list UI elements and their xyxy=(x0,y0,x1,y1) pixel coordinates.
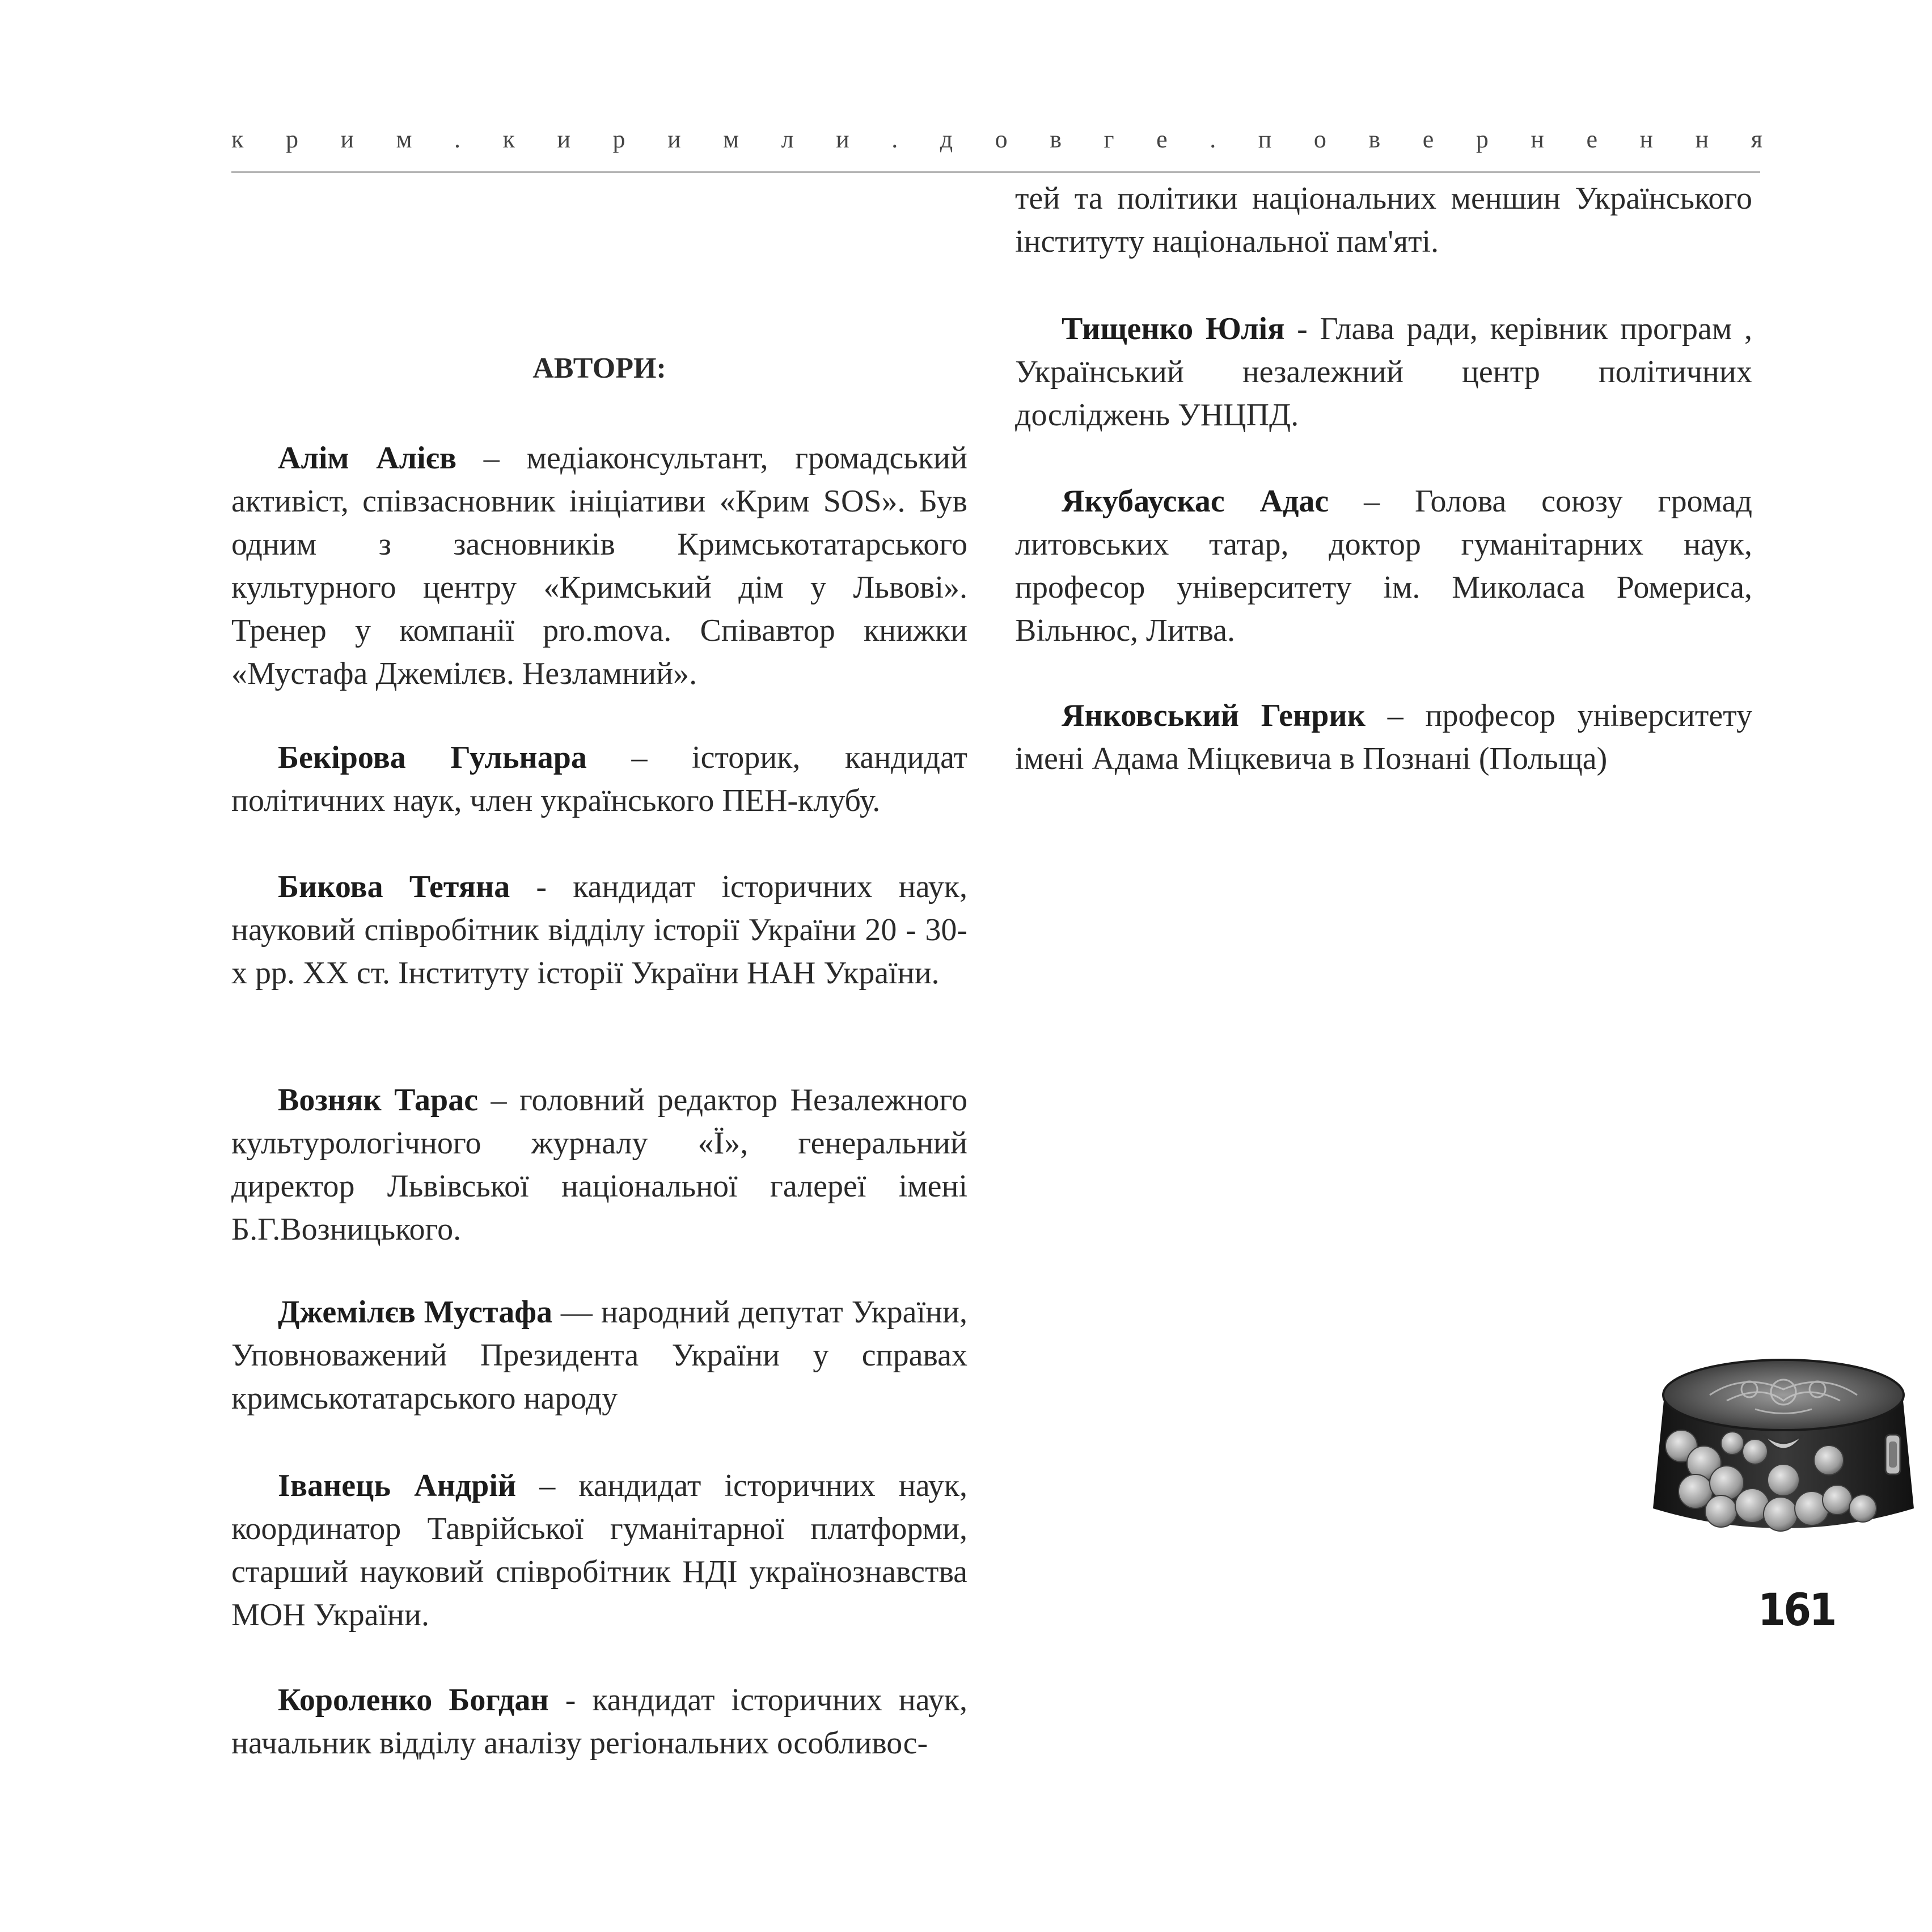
author-bio: – головний редактор Незалежного культурологічного журналу «Ї», генеральний директор Львівської національної галереї імені Б.Г.Возницького. xyxy=(231,1083,968,1247)
author-name: Бекірова Гульнара xyxy=(278,740,587,775)
running-head-char: е xyxy=(1586,125,1597,153)
author-bio: – історик, кандидат політичних наук, член українського ПЕН-клубу. xyxy=(231,740,967,818)
author-entry xyxy=(231,1291,967,1420)
running-head-char: н xyxy=(1639,125,1654,153)
coin-decorated-hat-icon xyxy=(1642,1338,1925,1542)
running-head-char: и xyxy=(340,125,354,153)
author-entry xyxy=(1015,307,1752,437)
page-number: 161 xyxy=(1758,1585,1835,1636)
author-name: Якубаускас Адас xyxy=(1062,484,1329,519)
running-head-char: е xyxy=(1156,125,1168,153)
running-head-char: н xyxy=(1531,125,1544,153)
running-head-char: . xyxy=(454,125,460,153)
author-bio: — народний депутат України, Уповноважений Президента України у справах кримськотатарського народу xyxy=(231,1295,967,1416)
author-entry xyxy=(231,437,967,695)
running-head-char: я xyxy=(1751,125,1762,153)
running-head-char: м xyxy=(396,125,412,153)
running-head-char: п xyxy=(1258,125,1272,153)
author-entry xyxy=(1015,694,1752,780)
running-head-char: д xyxy=(940,125,953,153)
running-head-char: в xyxy=(1368,125,1381,153)
running-head-char: о xyxy=(1313,125,1326,153)
running-head-char: м xyxy=(723,125,739,153)
running-head-char: р xyxy=(285,125,298,153)
section-title: АВТОРИ: xyxy=(532,352,666,384)
running-head-char: к xyxy=(502,125,515,153)
author-bio: - Глава ради, керівник програм , Український незалежний центр політичних досліджень УНЦПД. xyxy=(1015,311,1752,433)
author-name: Возняк Тарас xyxy=(278,1083,479,1118)
running-head-char: р xyxy=(1476,125,1489,153)
author-bio: - кандидат історичних наук, науковий співробітник відділу історії України 20 - 30-х рр. XX ст. Інституту історії України НАН України. xyxy=(231,869,967,991)
running-head-char: р xyxy=(612,125,625,153)
running-head-char: . xyxy=(891,125,898,153)
author-entry xyxy=(231,1679,967,1765)
author-entry xyxy=(231,736,967,822)
header-rule xyxy=(231,171,1760,173)
running-head-char: г xyxy=(1104,125,1114,153)
running-head-char: о xyxy=(995,125,1008,153)
author-name: Янковський Генрик xyxy=(1062,698,1365,733)
running-head-char: н xyxy=(1695,125,1709,153)
author-bio: – Голова союзу громад литовських татар, доктор гуманітарних наук, професор університету ім. Миколаса Ромериса, Вільнюс, Литва. xyxy=(1015,484,1752,648)
running-head-char: л xyxy=(781,125,794,153)
running-head xyxy=(231,125,1762,154)
running-head-char: и xyxy=(557,125,570,153)
author-name: Бикова Тетяна xyxy=(278,869,510,904)
author-name: Алім Алієв xyxy=(278,441,457,476)
author-entry xyxy=(231,1079,967,1251)
author-name: Тищенко Юлія xyxy=(1062,311,1285,346)
author-entry xyxy=(1015,480,1752,652)
author-bio: - кандидат історичних наук, начальник відділу аналізу регіональних особливос- xyxy=(231,1682,967,1761)
author-name: Джемілєв Мустафа xyxy=(278,1295,552,1330)
author-bio: – медіаконсультант, громадський активіст, співзасновник ініціативи «Крим SOS». Був одним з засновників Кримськотатарського культурного центру «Кримський дім у Львові». Тренер у компанії pro.mova. Співавтор книжки «Мустафа Джемілєв. Незламний». xyxy=(231,441,967,691)
author-bio: – кандидат історичних наук, координатор Таврійської гуманітарної платформи, старший науковий співробітник НДІ українознавства МОН України. xyxy=(231,1468,968,1633)
running-head-char: в xyxy=(1050,125,1062,153)
running-head-char: и xyxy=(667,125,681,153)
author-name: Короленко Богдан xyxy=(278,1682,549,1718)
author-bio: – професор університету імені Адама Міцкевича в Познані (Польща) xyxy=(1015,698,1752,776)
continued-text: тей та політики національних меншин Українського інституту національної пам'яті. xyxy=(1015,181,1752,259)
author-name: Іванець Андрій xyxy=(278,1468,517,1503)
running-head-char: . xyxy=(1210,125,1216,153)
author-entry xyxy=(231,865,967,995)
running-head-char: е xyxy=(1422,125,1434,153)
running-head-char: к xyxy=(231,125,244,153)
author-entry xyxy=(231,1464,967,1637)
running-head-char: и xyxy=(836,125,849,153)
